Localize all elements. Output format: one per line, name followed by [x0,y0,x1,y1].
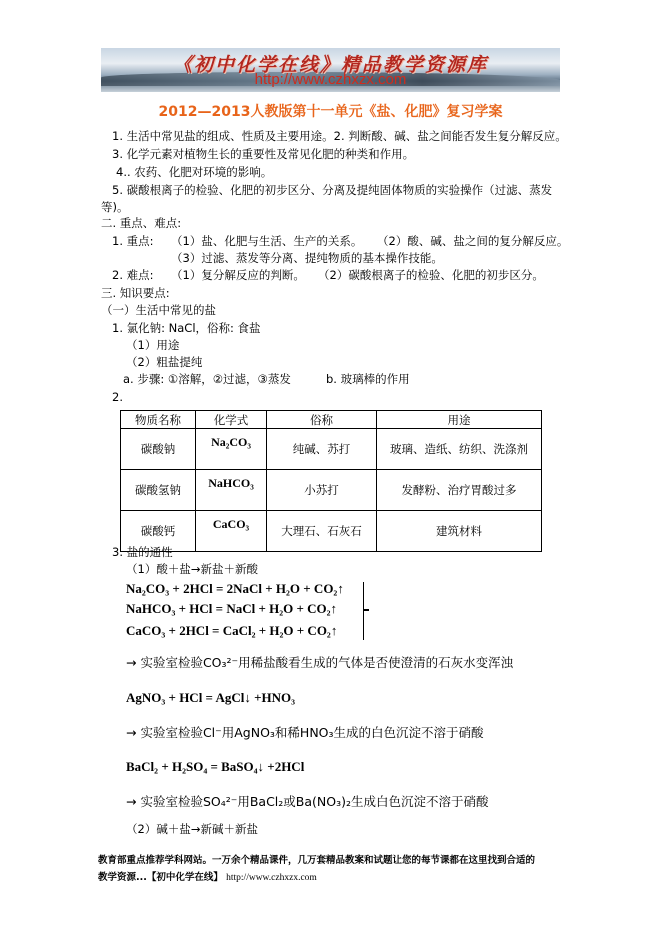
subsection-1: （一）生活中常见的盐 [101,303,216,317]
sulfate-test-note: → 实验室检验SO₄²⁻用BaCl₂或Ba(NO₃)₂生成白色沉淀不溶于硝酸 [126,794,489,809]
banner-url[interactable]: http://www.czhxzx.com [254,71,407,88]
salts-table [120,410,542,552]
key-point-2: （2）酸、碱、盐之间的复分解反应。 [377,234,569,248]
equation-3: CaCO₃ + 2HCl = CaCl₂ + H₂O + CO₂↑ [126,623,338,638]
purify-steps: a. 步骤: ①溶解，②过滤，③蒸发 [123,372,291,386]
cell-use: 建筑材料 [377,511,542,552]
chloride-test-note: → 实验室检验Cl⁻用AgNO₃和稀HNO₃生成的白色沉淀不溶于硝酸 [126,725,484,740]
nacl-purify: （2）粗盐提纯 [126,355,203,369]
difficult-points-label: 2. 难点: [112,268,154,282]
cell-use: 玻璃、造纸、纺织、洗涤剂 [377,429,542,470]
objective-4: 5. 碳酸根离子的检验、化肥的初步区分、分离及提纯固体物质的实验操作（过滤、蒸发 [112,183,553,197]
cell-formula: NaHCO₃ [196,470,267,511]
item-2: 2. [112,390,123,404]
objective-3: 4.. 农药、化肥对环境的影响。 [116,165,273,179]
acid-salt-rule: （1）酸＋盐→新盐＋新酸 [126,562,258,576]
table-header-row [121,411,542,429]
footer-link[interactable]: http://www.czhxzx.com [226,873,317,883]
table-row [121,429,542,470]
cell-use: 发酵粉、治疗胃酸过多 [377,470,542,511]
carbonate-test-note: → 实验室检验CO₃²⁻用稀盐酸看生成的气体是否使澄清的石灰水变浑浊 [126,655,514,670]
table-row [121,470,542,511]
header-use: 用途 [377,411,542,429]
objective-1: 1. 生活中常见盐的组成、性质及主要用途。2. 判断酸、碱、盐之间能否发生复分解反应。 [112,129,567,143]
equation-2: NaHCO₃ + HCl = NaCl + H₂O + CO₂↑ [126,601,338,616]
objective-4-cont: 等)。 [101,200,129,214]
banner-title: 《初中化学在线》精品教学资源库 [172,54,488,76]
footer-line-1: 教育部重点推荐学科网站。一万余个精品课件，几万套精品教案和试题让您的每节课都在这里找到合适的 [98,855,536,866]
brace [355,582,364,640]
objective-2: 3. 化学元素对植物生长的重要性及常见化肥的种类和作用。 [112,147,415,161]
header-name: 物质名称 [121,411,196,429]
cell-name: 碳酸氢钠 [121,470,196,511]
table-row [121,511,542,552]
cell-common-name: 纯碱、苏打 [267,429,377,470]
base-salt-rule: （2）碱＋盐→新碱＋新盐 [126,822,258,836]
cell-common-name: 大理石、石灰石 [267,511,377,552]
cell-formula: Na₂CO₃ [196,429,267,470]
footer-line-2 [98,869,317,883]
key-points-label: 1. 重点: [112,234,154,248]
cell-formula: CaCO₃ [196,511,267,552]
cell-name: 碳酸钠 [121,429,196,470]
key-point-1: （1）盐、化肥与生活、生产的关系。 [171,234,363,248]
equation-1: Na₂CO₃ + 2HCl = 2NaCl + H₂O + CO₂↑ [126,581,344,596]
header-formula: 化学式 [196,411,267,429]
section-3-heading: 三. 知识要点: [101,286,170,300]
header-banner [101,48,560,92]
key-point-3: （3）过滤、蒸发等分离、提纯物质的基本操作技能。 [171,251,443,265]
footer-text: 教学资源...【初中化学在线】 [98,872,223,883]
cell-common-name: 小苏打 [267,470,377,511]
cell-name: 碳酸钙 [121,511,196,552]
nacl-use: （1）用途 [126,338,180,352]
difficult-point-2: （2）碳酸根离子的检验、化肥的初步区分。 [318,268,544,282]
section-2-heading: 二. 重点、难点: [101,216,182,230]
sodium-chloride: 1. 氯化钠: NaCl，俗称: 食盐 [112,321,261,335]
equation-4: AgNO₃ + HCl = AgCl↓ +HNO₃ [126,690,296,705]
glass-rod-role: b. 玻璃棒的作用 [326,372,410,386]
difficult-point-1: （1）复分解反应的判断。 [171,268,305,282]
equation-5: BaCl₂ + H₂SO₄ = BaSO₄↓ +2HCl [126,759,305,774]
document-title: 2012—2013人教版第十一单元《盐、化肥》复习学案 [158,104,503,120]
header-common-name: 俗称 [267,411,377,429]
properties-heading: 3. 盐的通性 [112,545,173,559]
